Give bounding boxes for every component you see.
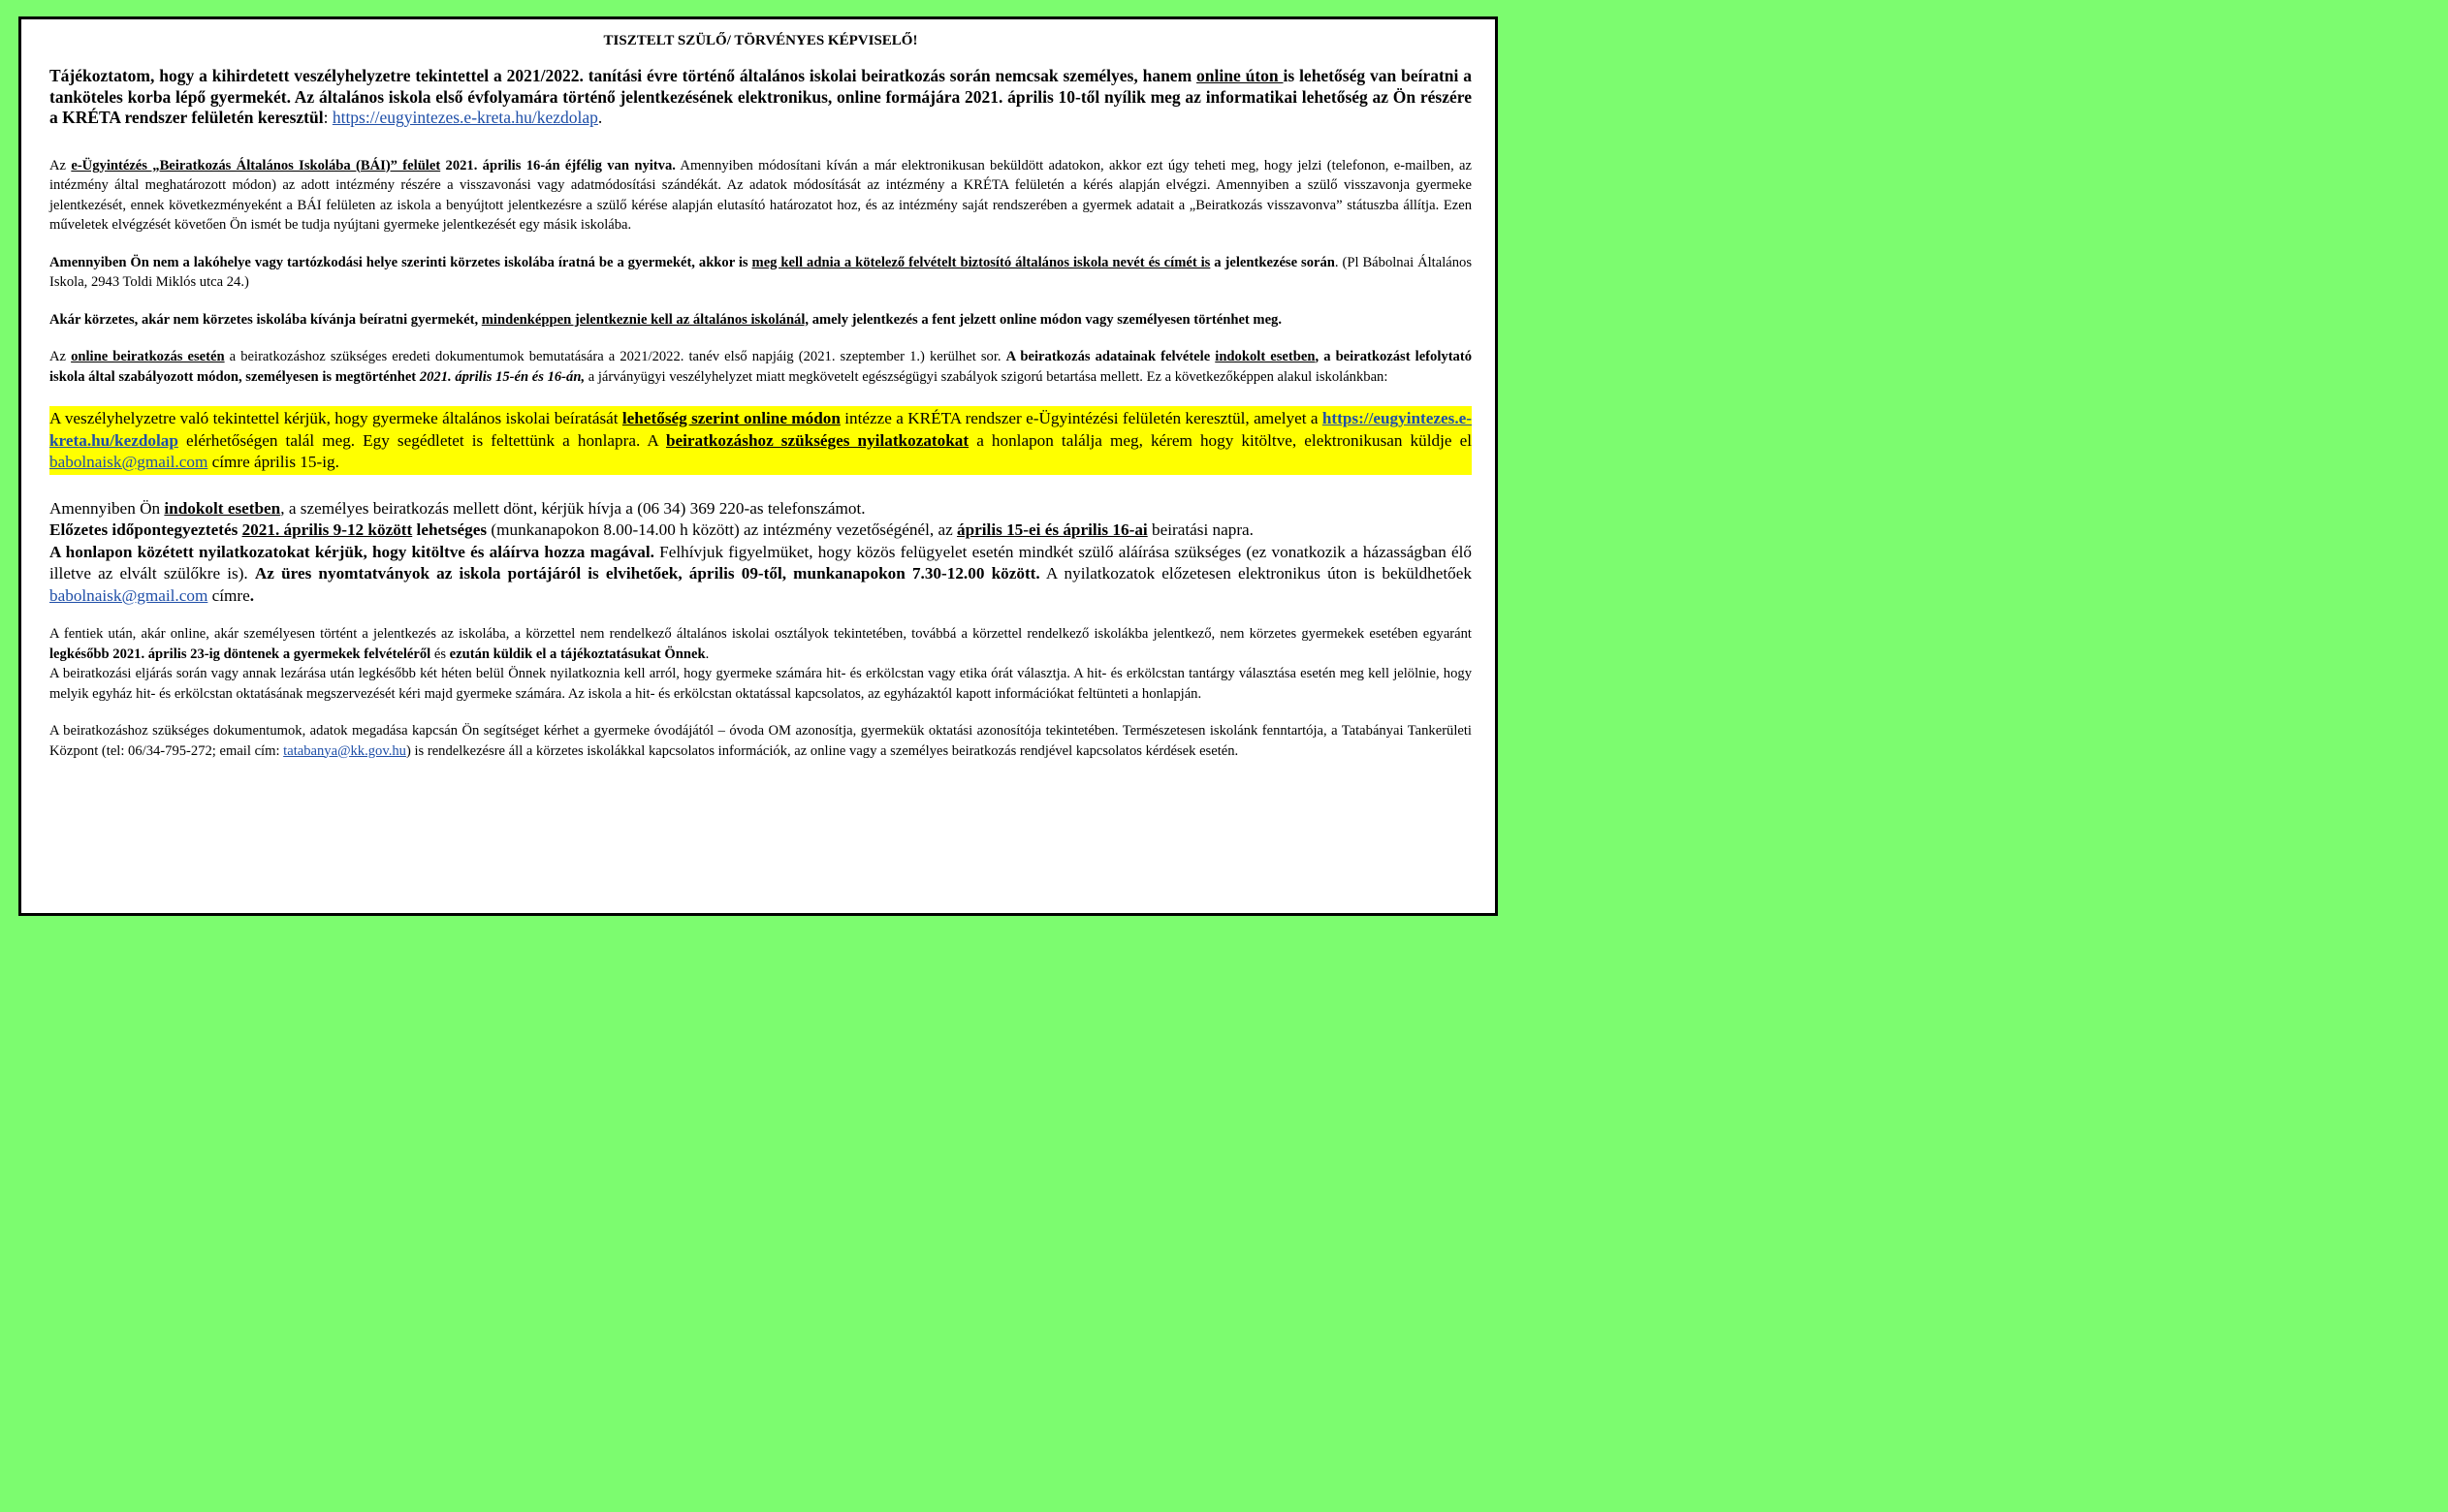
district-example: . (Pl Bábolnai Általános Iskola, 2943 Toldi Miklós utca 24.) [49,254,1472,290]
phone-number-text: , a személyes beiratkozás mellett dönt, kérjük hívja a (06 34) 369 220-as telefonszámot. [280,498,866,518]
highlight-text-2: intézze a KRÉTA rendszer e-Ügyintézési felületén keresztül, amelyet a [840,409,1322,427]
online-if-possible-underline: lehetőség szerint online módon [621,409,841,427]
help-text: A beiratkozáshoz szükséges dokumentumok, adatok megadása kapcsán Ön segítséget kérhet a gyermeke óvodájától – óvoda OM azonosítja, gyermekük oktatási azonosítója tekintetében. Természetesen iskolánk fenntartója, a Tatabányai Tankerületi Központ (tel: 06/34-795-272; email cím: [49,723,1472,759]
apply-paragraph [49,310,1472,331]
declarations-underline: beiratkozáshoz szükséges nyilatkozatokat [665,430,970,450]
appointment-hours: (munkanapokon 8.00-14.00 h között) az intézmény vezetőségénél, az [487,520,957,539]
intro-period: . [597,108,603,127]
forms-bring-text: A honlapon közétett nyilatkozatokat kérjük, hogy kitöltve és aláírva hozza magával. [49,542,654,561]
letter-title: TISZTELT SZÜLŐ/ TÖRVÉNYES KÉPVISELŐ! [603,33,918,48]
ethics-paragraph: A beiratkozási eljárás során vagy annak lezárása után legkésőbb két héten belül Önnek nyilatkoznia kell arról, hogy gyermeke számára hit- és erkölcstan vagy etika órát választja. A hit- és erkölcstan tantárgy választása esetén meg kell jelölnie, hogy melyik egyház hit- és erkölcstan oktatásának megszervezését kéri majd gyermeke számára. Az iskola a hit- és erkölcstan oktatással kapcsolatos, az egyházaktól kapott információkat feltünteti a honlapján. [49,666,1472,702]
school-email-link[interactable]: babolnaisk@gmail.com [49,453,208,471]
decision-and: és [430,646,450,662]
district-required-underline: meg kell adnia a kötelező felvételt biztosító általános iskola nevét és címét is [751,254,1211,270]
appointment-possible: lehetséges [412,520,488,539]
appointment-dates-underline: 2021. április 9-12 között [241,520,413,539]
help-paragraph [49,721,1472,761]
phone-text: Amennyiben Ön [49,498,165,518]
forms-email-text: A nyilatkozatok előzetesen elektronikus úton is beküldhetőek [1039,564,1472,583]
decision-paragraph [49,624,1472,664]
online-enrollment-underline: online beiratkozás esetén [71,349,225,364]
forms-period: . [249,585,255,605]
decision-period: . [705,646,710,662]
forms-signature-text: Felhívjuk figyelmüket, hogy közös felügyelet esetén mindkét szülő aláírása szükséges (ez vonatkozik a házasságban élő illetve az elvált szülőkre is). [49,542,1472,583]
decision-notify: ezután küldik el a tájékoztatásukat Önnek [449,646,706,662]
online-documents-paragraph [49,347,1472,387]
decision-deadline: legkésőbb 2021. április 23-ig döntenek a gyermekek felvételéről [49,646,431,662]
school-email-link-2[interactable]: babolnaisk@gmail.com [49,585,208,605]
highlight-text-4: a honlapon találja meg, kérem hogy kitöltve, elektronikusan küldje el [969,430,1472,450]
district-paragraph [49,253,1472,293]
district-text-2: a jelentkezése során [1210,254,1335,270]
district-email-link[interactable]: tatabanya@kk.gov.hu [283,742,406,759]
appointment-text: Előzetes időpontegyeztetés [49,520,242,539]
bai-deadline: 2021. április 16-án éjfélig van nyitva. [440,157,676,173]
district-text: Amennyiben Ön nem a lakóhelye vagy tartózkodási helye szerinti körzetes iskolába íratná be a gyermekét, akkor is [49,254,752,270]
enrollment-days-underline: április 15-ei és április 16-ai [957,520,1148,539]
letter-page [18,16,1498,916]
appointment-text-end: beiratási napra. [1147,520,1254,539]
personal-enrollment-text: A beiratkozás adatainak felvétele [1005,349,1216,364]
phone-line [49,498,1472,520]
apply-text-2: amely jelentkezés a fent jelzett online módon vagy személyesen történhet meg. [809,311,1283,328]
bai-text-prefix: Az [49,157,72,173]
help-text-2: ) is rendelkezésre áll a körzetes iskolákkal kapcsolatos információk, az online vagy a személyes beiratkozás rendjével kapcsolatos kérdések esetén. [405,742,1239,759]
apply-text: Akár körzetes, akár nem körzetes iskolába kívánja beíratni gyermekét, [49,311,482,328]
bai-paragraph [49,156,1472,236]
forms-pickup-text: Az üres nyomtatványok az iskola portájáról is elvihetőek, április 09-től, munkanapokon 7.30-12.00 között. [254,564,1040,583]
forms-email-suffix: címre [207,585,250,605]
online-docs-prefix: Az [49,349,72,364]
justified-case-underline-2: indokolt esetben [164,498,281,518]
online-docs-text-2: a járványügyi veszélyhelyzet miatt megkövetelt egészségügyi szabályok szigorú betartása mellett. Ez a következőképpen alakul iskolánkban: [585,368,1388,385]
decision-text: A fentiek után, akár online, akár személyesen történt a jelentkezés az iskolába, a körzettel nem rendelkező általános iskolai osztályok tekintetében, továbbá a körzettel rendelkező iskolákba jelentkező, nem körzetes gyermekek esetében egyaránt [49,626,1472,642]
letter-content [49,33,1472,778]
highlight-text-5: címre április 15-ig. [207,453,339,471]
appointment-line [49,520,1472,542]
kreta-link[interactable]: https://eugyintezes.e-kreta.hu/kezdolap [332,108,598,127]
highlighted-paragraph [49,406,1472,475]
justified-case-underline: indokolt esetben [1215,349,1316,364]
kreta-link-highlight[interactable]: https://eugyintezes.e-kreta.hu/kezdolap [49,409,1472,450]
highlight-text: A veszélyhelyzetre való tekintettel kérjük, hogy gyermeke általános iskolai beíratását [49,409,622,427]
intro-colon: : [323,108,333,127]
intro-text-2: is lehetőség van beíratni a tanköteles korba lépő gyermekét. Az általános iskola első évfolyamára történő jelentkezésének elektronikus, online formájára 2021. április 10-től nyílik meg az informatikai lehetőség az Ön részére a KRÉTA rendszer felületén keresztül [49,66,1473,127]
highlight-text-3: elérhetőségen talál meg. Egy segédletet is feltettünk a honlapra. A [177,430,666,450]
forms-paragraph [49,542,1472,608]
online-docs-text: a beiratkozáshoz szükséges eredeti dokumentumok bemutatására a 2021/2022. tanév első napjáig (2021. szeptember 1.) kerülhet sor. [224,349,1006,364]
enrollment-dates: 2021. április 15-én és 16-án, [419,368,586,385]
apply-required-underline: mindenképpen jelentkeznie kell az általános iskolánál, [481,311,810,328]
intro-paragraph [49,66,1472,129]
bai-text: Amennyiben módosítani kíván a már elektronikusan beküldött adatokon, akkor ezt úgy teheti meg, hogy jelzi (telefonon, e-mailben, az intézmény által meghatározott módon) az adott intézmény részére a visszavonási vagy adatmódosítási szándékát. Az adatok módosítását az intézmény a KRÉTA felületén a kérés alapján elvégzi. Amennyiben a szülő visszavonja gyermeke jelentkezését, ennek következményeként a BÁI felületen az iskola a benyújtott jelentkezésre a szülő kérése alapján elutasító határozatot hoz, és az intézmény saját rendszerében a gyermek adatait a „Beiratkozás visszavonva” státuszba állítja. Ezen műveletek elvégzését követően Ön ismét be tudja nyújtani gyermeke jelentkezését egy másik iskolába. [49,157,1472,233]
personal-enrollment-text-2: , a beiratkozást lefolytató iskola által szabályozott módon, személyesen is megtörténhet [49,349,1473,385]
bai-surface-name: e-Ügyintézés „Beiratkozás Általános Iskolába (BÁI)” felület [71,157,441,173]
intro-online-underline: online úton [1196,66,1284,85]
intro-text: Tájékoztatom, hogy a kihirdetett veszélyhelyzetre tekintettel a 2021/2022. tanítási évre történő általános iskolai beiratkozás során nemcsak személyes, hanem [49,66,1197,85]
